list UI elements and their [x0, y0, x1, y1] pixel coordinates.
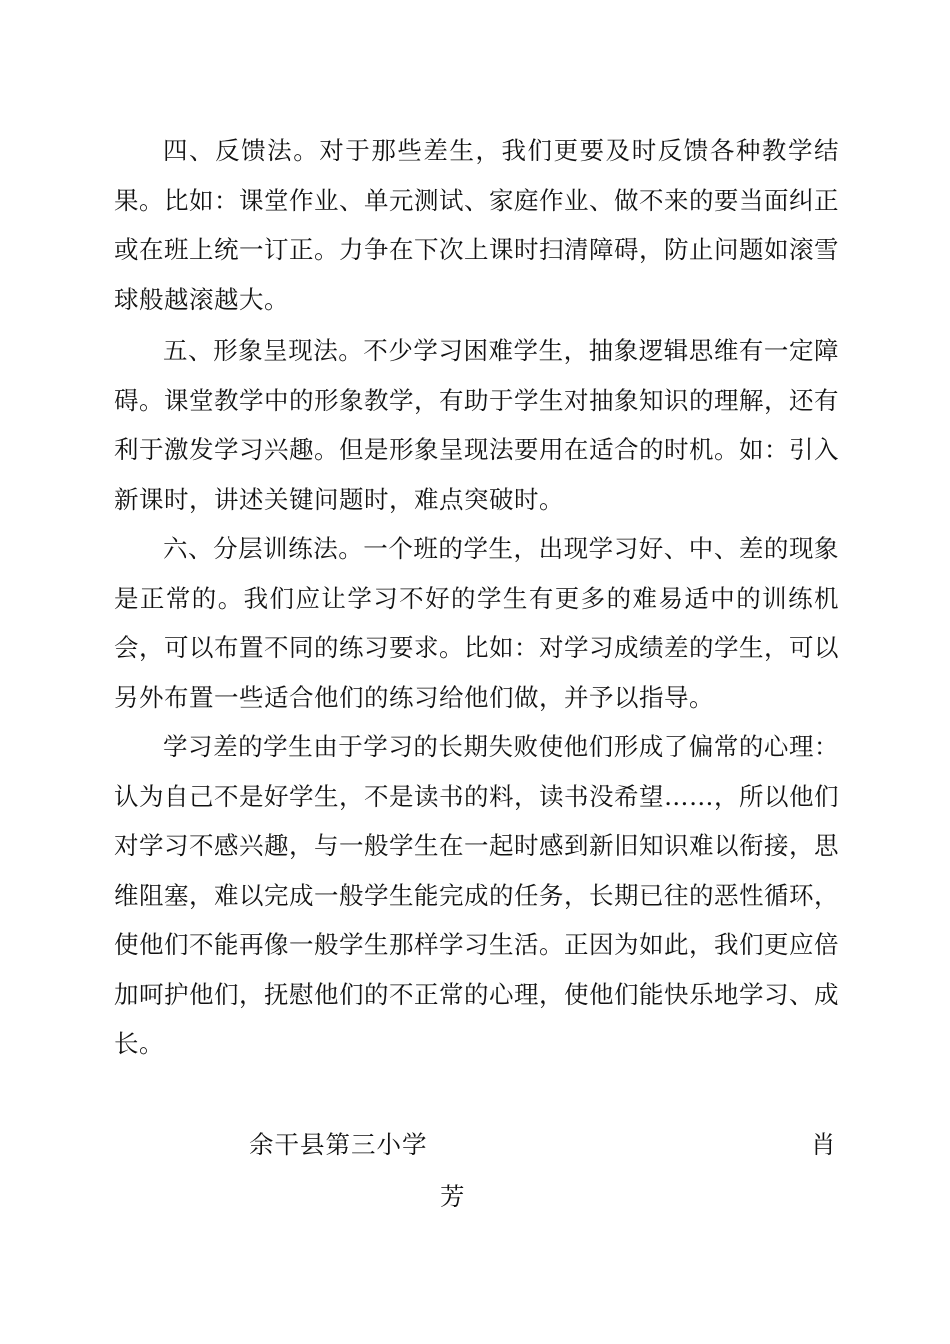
signature-name-part2: 芳 — [440, 1182, 466, 1211]
paragraph-feedback-method: 四、反馈法。对于那些差生，我们更要及时反馈各种教学结果。比如：课堂作业、单元测试、家庭作业、做不来的要当面纠正或在班上统一订正。力争在下次上课时扫清障碍，防止问题如滚雪球般越滚越大。 — [114, 136, 839, 314]
paragraph-conclusion: 学习差的学生由于学习的长期失败使他们形成了偏常的心理：认为自己不是好学生，不是读书的料，读书没希望……，所以他们对学习不感兴趣，与一般学生在一起时感到新旧知识难以衔接，思维阻塞，难以完成一般学生能完成的任务，长期已往的恶性循环，使他们不能再像一般学生那样学习生活。正因为如此，我们更应倍加呵护他们，抚慰他们的不正常的心理，使他们能快乐地学习、成长。 — [114, 732, 839, 1058]
signature-name-part1: 肖 — [811, 1130, 837, 1159]
paragraph-tiered-training-method: 六、分层训练法。一个班的学生，出现学习好、中、差的现象是正常的。我们应让学习不好的学生有更多的难易适中的训练机会，可以布置不同的练习要求。比如：对学习成绩差的学生，可以另外布置一些适合他们的练习给他们做，并予以指导。 — [114, 534, 839, 712]
paragraph-image-presentation-method: 五、形象呈现法。不少学习困难学生，抽象逻辑思维有一定障碍。课堂教学中的形象教学，有助于学生对抽象知识的理解，还有利于激发学习兴趣。但是形象呈现法要用在适合的时机。如：引入新课时，讲述关键问题时，难点突破时。 — [114, 336, 839, 514]
signature-school: 余干县第三小学 — [249, 1130, 428, 1159]
